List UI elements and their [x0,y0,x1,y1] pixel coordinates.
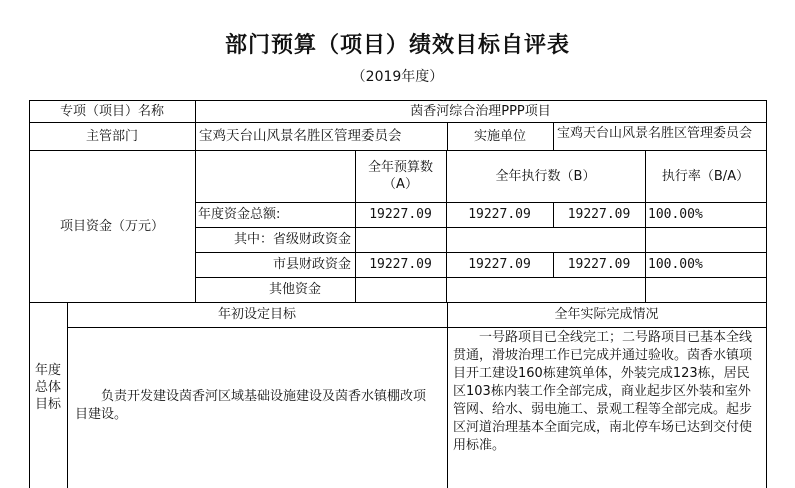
fund-row-budget: 19227.09 [369,207,432,222]
document-year: （2019年度） [351,69,444,85]
fund-row-rate [645,227,766,252]
fund-row-executed [446,227,645,252]
fund-row-executed [446,277,645,302]
grid-line [766,100,767,488]
initial-goal-header: 年初设定目标 [217,307,296,322]
impl-value: 宝鸡天台山风景名胜区管理委员会 [557,126,753,141]
dept-label: 主管部门 [85,128,138,144]
rate-header: 执行率（B/A） [661,168,750,184]
annual-goals-label [29,302,67,488]
executed-header: 全年执行数（B） [495,168,596,184]
fund-row-budget [355,227,446,252]
fund-row-executed: 19227.09 [468,257,531,272]
budget-header [355,150,446,202]
fund-row-rate: 100.00% [648,257,703,272]
document-title: 部门预算（项目）绩效目标自评表 [224,33,570,58]
actual-completion-header: 全年实际完成情况 [554,307,659,322]
impl-label: 实施单位 [473,128,526,144]
fund-row-budget: 19227.09 [369,257,432,272]
fund-row-label: 其他资金 [268,282,321,297]
fund-row-budget [355,277,446,302]
fund-row-executed-b: 19227.09 [567,257,631,272]
budget-header-line1: 全年预算数 [367,160,433,175]
fund-row-executed: 19227.09 [468,207,531,222]
budget-header-line2: （A） [383,177,418,192]
fund-row-rate: 100.00% [648,207,703,222]
annual-goals-label-line: 总体 [34,380,61,395]
fund-row-executed-b: 19227.09 [567,207,631,222]
initial-goal-text: 负责开发建设茵香河区域基础设施建设及茵香水镇棚改项目建设。 [75,389,427,422]
funds-label: 项目资金（万元） [59,218,164,234]
annual-goals-label-line: 目标 [34,397,61,412]
fund-row-label: 市县财政资金 [272,257,351,272]
project-name-label: 专项（项目）名称 [59,103,164,119]
project-name-value: 茵香河综合治理PPP项目 [410,103,551,119]
grid-line [67,327,766,328]
actual-completion-text: 一号路项目已全线完工；二号路项目已基本全线贯通，滑坡治理工作已完成并通过验收。茵香水镇项目开工建设160栋建筑单体，外装完成123栋，居民区103栋内装工作全部完成，商业起步区外装和室外管网、给水、弱电施工、景观工程等全部完成。起步区河道治理基本全面完成，南北停车场已达到交付使用标准。 [453,330,753,453]
annual-goals-label-line: 年度 [34,363,61,378]
fund-row-rate [645,277,766,302]
fund-row-label: 年度资金总额: [198,207,281,222]
dept-value: 宝鸡天台山风景名胜区管理委员会 [199,127,402,144]
fund-row-label: 其中：省级财政资金 [233,232,351,247]
